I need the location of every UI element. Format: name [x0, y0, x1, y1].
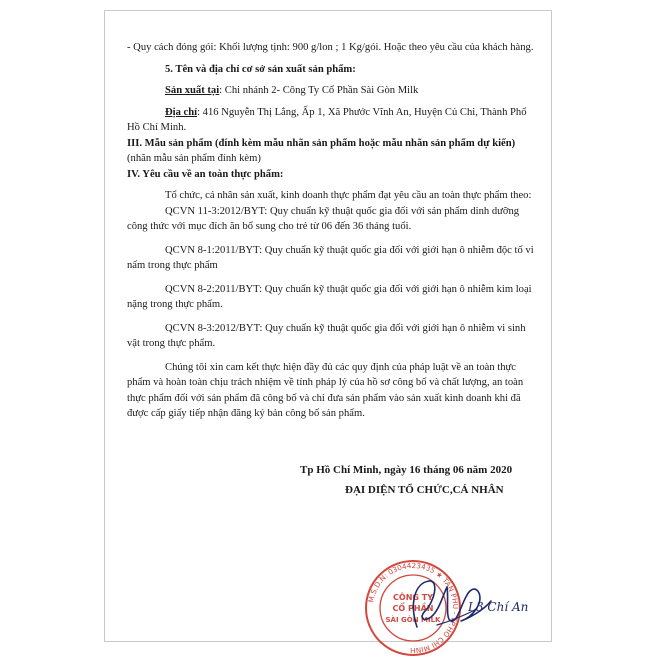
stamp-line-3: SÀI GÒN MILK — [385, 616, 441, 624]
representative-title: ĐẠI DIỆN TỔ CHỨC,CÁ NHÂN — [345, 484, 504, 496]
section-3-paragraph — [127, 136, 537, 167]
packaging-line: - Quy cách đóng gói: Khối lượng tịnh: 900 g/lon ; 1 Kg/gói. Hoặc theo yêu cầu của khách hàng. — [127, 42, 534, 53]
address-label: Địa chỉ — [165, 106, 198, 118]
producer-label: Sản xuất tại — [165, 85, 220, 96]
stamp-ring-text: M.S.D.N: 0304423435 ★ TÂN PHÚ - TP.HỒ CHÍ MINH — [366, 560, 461, 656]
address-line — [127, 105, 537, 136]
section-3-heading: III. Mẫu sản phẩm (đính kèm mẫu nhãn sản phẩm hoặc mẫu nhãn sản phẩm dự kiến) — [127, 137, 516, 149]
stamp-line-1: CÔNG TY — [393, 593, 433, 602]
date-line: Tp Hồ Chí Minh, ngày 16 tháng 06 năm 2020 — [300, 464, 513, 476]
commitment-paragraph: Chúng tôi xin cam kết thực hiện đầy đủ các quy định của pháp luật về an toàn thực phẩm và hoàn toàn chịu trách nhiệm về tính pháp lý của hồ sơ công bố và chất lượng, an toàn thực phẩm đối với sản phẩm đã công bố và chỉ đưa sản phẩm vào sản xuất kinh doanh khi đã được cấp giấy tiếp nhận đăng ký bản công bố sản phẩm. — [127, 361, 524, 419]
producer-line — [127, 83, 537, 99]
signer-name: L3 Chí An — [468, 600, 529, 614]
qcvn-8-1-paragraph: QCVN 8-1:2011/BYT: Quy chuẩn kỹ thuật quốc gia đối với giới hạn ô nhiễm độc tố vi nấm trong thực phẩm — [127, 244, 534, 271]
qcvn-8-2-paragraph: QCVN 8-2:2011/BYT: Quy chuẩn kỹ thuật quốc gia đối với giới hạn ô nhiễm kim loại nặng trong thực phẩm. — [127, 283, 532, 310]
document-body — [127, 40, 537, 422]
qcvn-8-3-paragraph: QCVN 8-3:2012/BYT: Quy chuẩn kỹ thuật quốc gia đối với giới hạn ô nhiễm vi sinh vật trong thực phẩm. — [127, 322, 526, 349]
section-5-heading: 5. Tên và địa chỉ cơ sở sản xuất sản phẩm: — [165, 63, 356, 75]
stamp-line-2: CỔ PHẦN — [392, 604, 434, 613]
intro-paragraph: Tổ chức, cá nhân sản xuất, kinh doanh thực phẩm đạt yêu cầu an toàn thực phẩm theo: — [165, 190, 532, 201]
section-3-note: (nhãn mẫu sản phẩm đính kèm) — [127, 153, 261, 164]
qcvn-11-3-paragraph: QCVN 11-3:2012/BYT: Quy chuẩn kỹ thuật quốc gia đối với sản phẩm dinh dưỡng công thức với mục đích ăn bổ sung cho trẻ từ 06 đến 36 tháng tuổi. — [127, 205, 520, 232]
address-value: : 416 Nguyễn Thị Lắng, Ấp 1, Xã Phước Vĩnh An, Huyện Củ Chi, Thành Phố Hồ Chí Minh. — [127, 106, 527, 133]
section-4-heading: IV. Yêu cầu về an toàn thực phẩm: — [127, 168, 284, 180]
producer-value: : Chi nhánh 2- Công Ty Cổ Phần Sài Gòn Milk — [219, 85, 419, 96]
